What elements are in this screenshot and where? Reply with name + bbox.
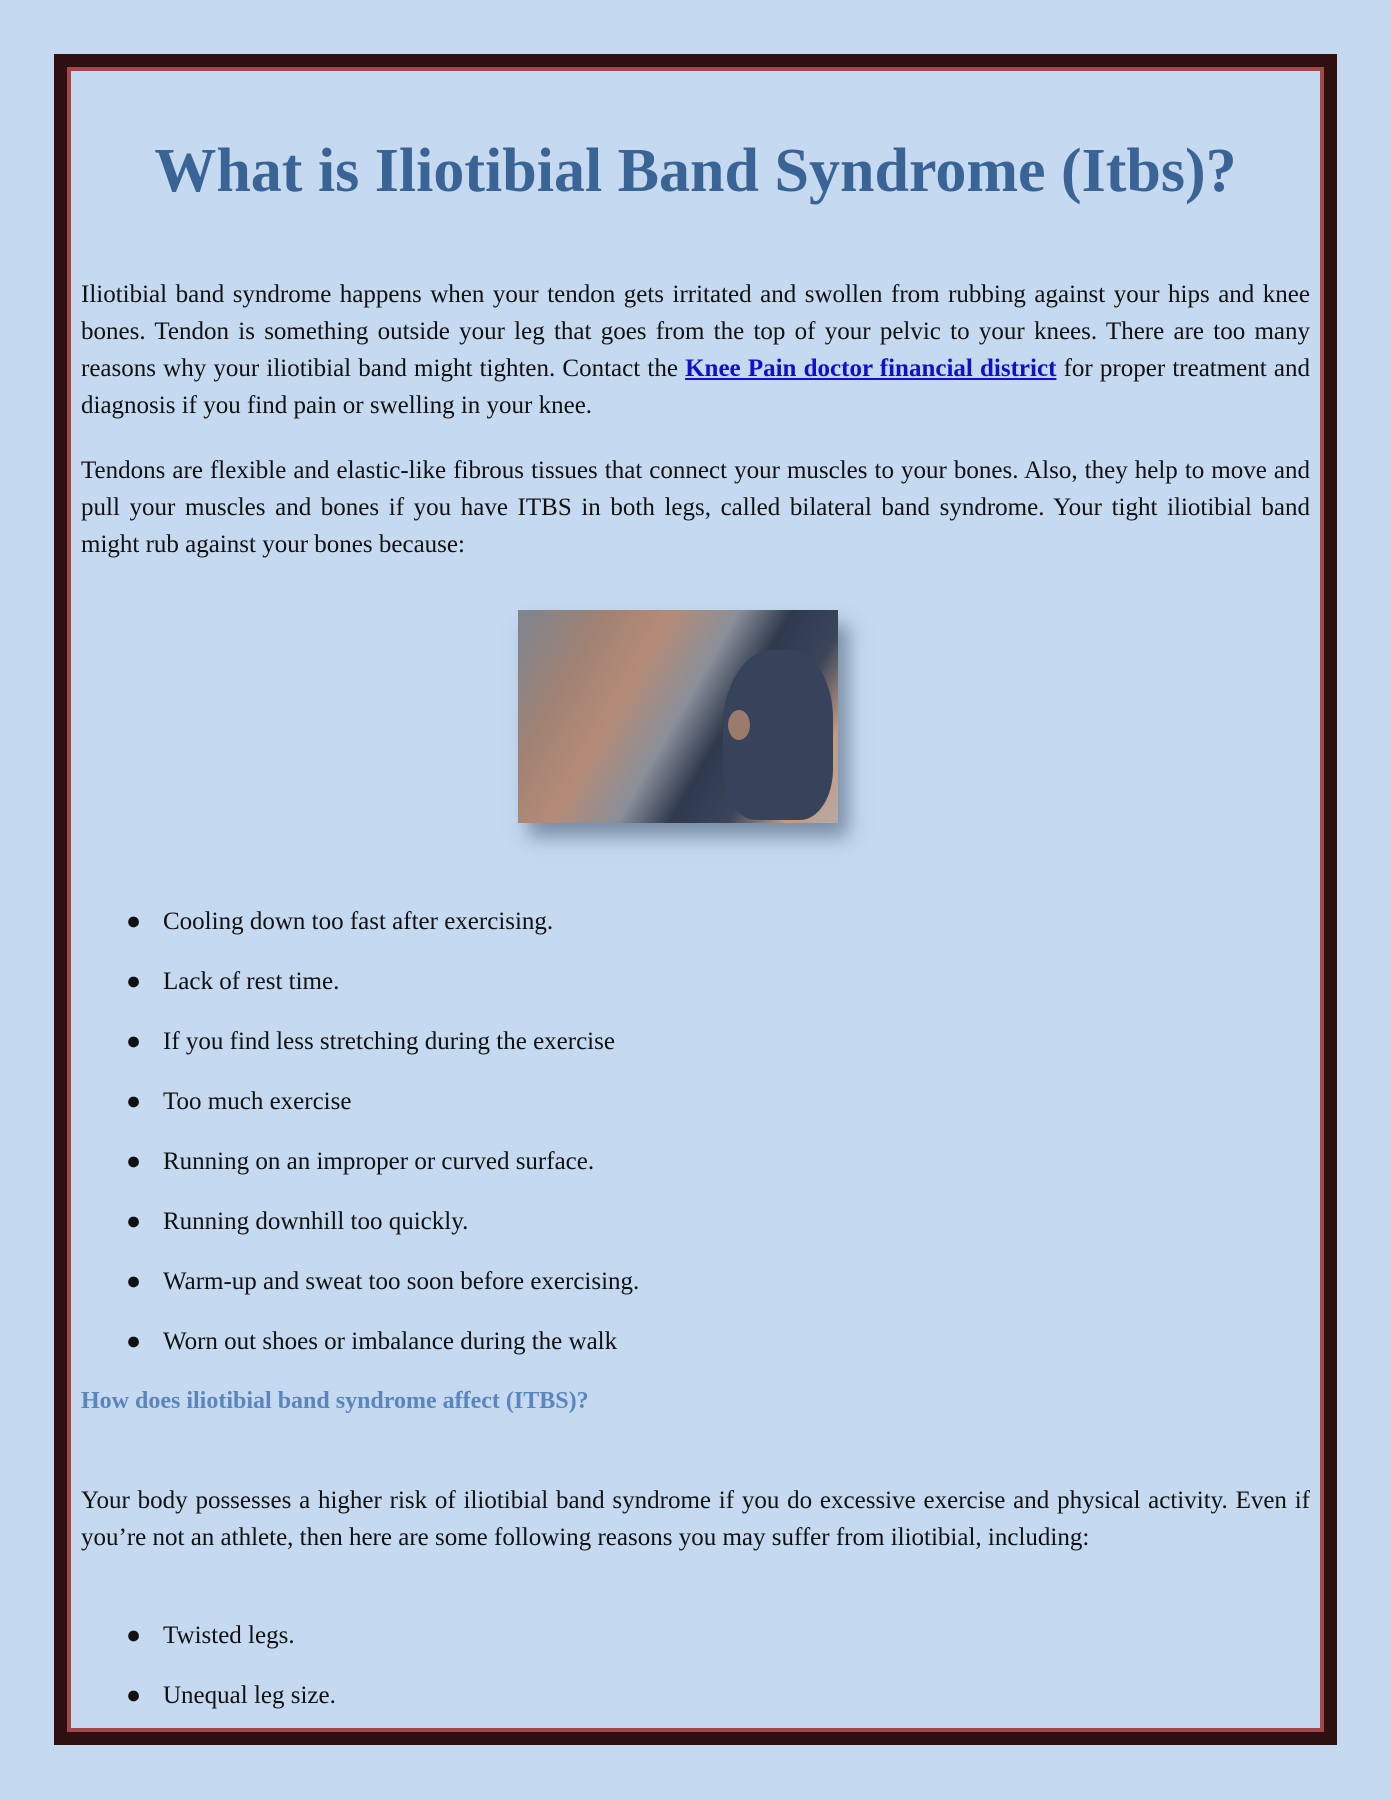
- knee-pain-doctor-link[interactable]: Knee Pain doctor financial district: [685, 355, 1057, 382]
- bullet-icon: ●: [126, 1028, 142, 1055]
- list-item-text: Too much exercise: [163, 1088, 352, 1115]
- bullet-icon: ●: [126, 1682, 142, 1709]
- tendons-paragraph: Tendons are flexible and elastic-like fibrous tissues that connect your muscles to your bones. Also, they help to move and pull your muscles and bones if you have ITBS in both legs, called bilateral band syndrome. Your tight iliotibial band might rub against your bones because:: [81, 457, 1310, 558]
- list-item: [81, 1143, 1310, 1203]
- list-item-text: Cooling down too fast after exercising.: [163, 908, 554, 935]
- list-item: [81, 1083, 1310, 1143]
- section-heading: How does iliotibial band syndrome affect (ITBS)?: [81, 1388, 589, 1414]
- bullet-icon: ●: [126, 1208, 142, 1235]
- bullet-icon: ●: [126, 1268, 142, 1295]
- list-item-text: Twisted legs.: [163, 1622, 295, 1649]
- list-item: [81, 903, 1310, 963]
- list-item: [81, 1023, 1310, 1083]
- bullet-icon: ●: [126, 1622, 142, 1649]
- list-item-text: Running on an improper or curved surface.: [163, 1148, 595, 1175]
- list-item-text: Warm-up and sweat too soon before exercising.: [163, 1268, 640, 1295]
- risk-paragraph: Your body possesses a higher risk of iliotibial band syndrome if you do excessive exercise and physical activity. Even if you’re not an athlete, then here are some following reasons you may suffer from iliotibial, including:: [81, 1487, 1310, 1551]
- intro-text-end: for proper treatment and diagnosis if you find pain or swelling in your knee.: [81, 355, 1310, 419]
- list-item-text: Lack of rest time.: [163, 968, 340, 995]
- list-item: [81, 1677, 1310, 1737]
- bullet-icon: ●: [126, 1328, 142, 1355]
- kneecap-hole: [728, 710, 750, 740]
- intro-paragraph: [81, 276, 1310, 424]
- list-item-text: Unequal leg size.: [163, 1682, 336, 1709]
- list-item-text: If you find less stretching during the exercise: [163, 1028, 615, 1055]
- reasons-list: [81, 1617, 1310, 1737]
- list-item-text: Running downhill too quickly.: [163, 1208, 469, 1235]
- intro-text: Iliotibial band syndrome happens when your tendon gets irritated and swollen from rubbing against your hips and knee bones. Tendon is something outside your leg that goes from the top of your pelvic to your knees. There are too many reasons why your iliotibial band might tighten. Contact the: [81, 281, 1310, 382]
- causes-list: [81, 903, 1310, 1383]
- page-title: What is Iliotibial Band Syndrome (Itbs)?: [154, 137, 1237, 205]
- bullet-icon: ●: [126, 908, 142, 935]
- list-item: [81, 1203, 1310, 1263]
- list-item: [81, 1617, 1310, 1677]
- knee-brace-photo: [518, 610, 838, 823]
- list-item: [81, 963, 1310, 1023]
- bullet-icon: ●: [126, 968, 142, 995]
- list-item-text: Worn out shoes or imbalance during the walk: [163, 1328, 618, 1355]
- bullet-icon: ●: [126, 1148, 142, 1175]
- list-item: [81, 1263, 1310, 1323]
- bullet-icon: ●: [126, 1088, 142, 1115]
- list-item: [81, 1323, 1310, 1383]
